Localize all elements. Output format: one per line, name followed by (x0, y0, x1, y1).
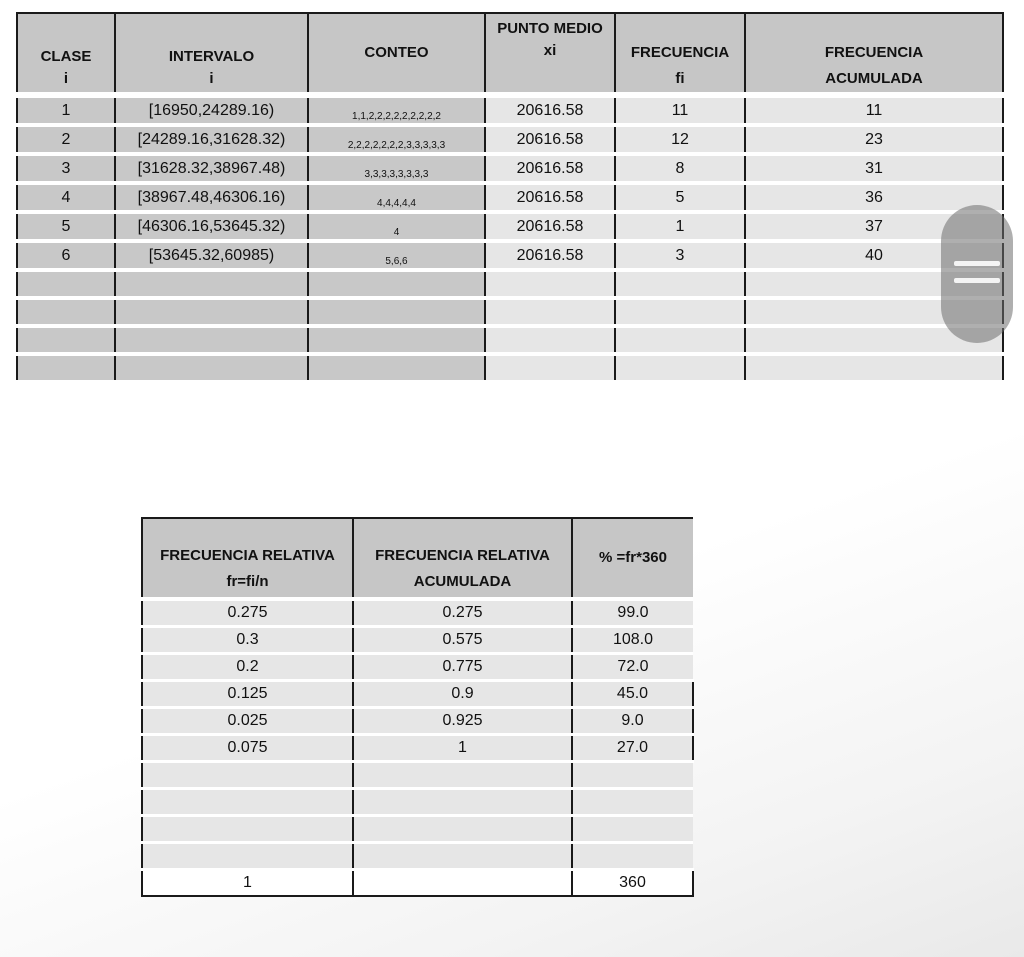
header-frecuencia-title: FRECUENCIA (630, 44, 730, 61)
header-fra-sub: ACUMULADA (413, 573, 512, 590)
empty-cell[interactable] (485, 270, 615, 298)
cell-fr[interactable]: 0.125 (142, 681, 353, 708)
header-fra-title: FRECUENCIA RELATIVA (375, 547, 550, 564)
table-row (17, 212, 1003, 241)
header-frecuencia-acumulada[interactable] (745, 13, 1003, 95)
header-intervalo-title: INTERVALO (168, 48, 255, 65)
cell-conteo[interactable]: 2,2,2,2,2,2,2,3,3,3,3,3 (308, 125, 485, 154)
empty-cell[interactable] (572, 843, 693, 870)
cell-acumulada[interactable]: 36 (745, 183, 1003, 212)
table-row (142, 708, 693, 735)
cell-intervalo[interactable]: [38967.48,46306.16) (115, 183, 308, 212)
cell-pct[interactable]: 45.0 (572, 681, 693, 708)
cell-frecuencia[interactable]: 12 (615, 125, 745, 154)
cell-fra[interactable]: 0.775 (353, 654, 572, 681)
empty-cell[interactable] (485, 354, 615, 382)
cell-pct[interactable]: 108.0 (572, 627, 693, 654)
cell-fra[interactable]: 0.275 (353, 599, 572, 627)
cell-fr[interactable]: 0.025 (142, 708, 353, 735)
cell-punto-medio[interactable]: 20616.58 (485, 125, 615, 154)
cell-acumulada[interactable]: 31 (745, 154, 1003, 183)
cell-punto-medio[interactable]: 20616.58 (485, 95, 615, 125)
cell-fr[interactable]: 0.2 (142, 654, 353, 681)
cell-intervalo[interactable]: [24289.16,31628.32) (115, 125, 308, 154)
cell-fr[interactable]: 0.275 (142, 599, 353, 627)
header-intervalo-sub: i (209, 70, 214, 87)
cell-acumulada[interactable]: 40 (745, 241, 1003, 270)
empty-row (17, 270, 1003, 298)
empty-cell[interactable] (17, 354, 115, 382)
cell-frecuencia[interactable]: 11 (615, 95, 745, 125)
cell-intervalo[interactable]: [53645.32,60985) (115, 241, 308, 270)
empty-row (142, 843, 693, 870)
empty-cell[interactable] (142, 762, 353, 789)
empty-cell[interactable] (353, 843, 572, 870)
header-clase[interactable] (17, 13, 115, 95)
empty-cell[interactable] (485, 298, 615, 326)
table-row (17, 125, 1003, 154)
table-row (17, 241, 1003, 270)
empty-row (142, 816, 693, 843)
total-fr[interactable]: 1 (142, 870, 353, 897)
empty-row (142, 789, 693, 816)
table-row (17, 95, 1003, 125)
frequency-table-header (17, 13, 1003, 95)
header-frecuencia-sub: fi (675, 70, 685, 87)
cell-frecuencia[interactable]: 1 (615, 212, 745, 241)
relative-frequency-table (141, 517, 694, 897)
empty-cell[interactable] (115, 326, 308, 354)
cell-conteo[interactable]: 4,4,4,4,4 (308, 183, 485, 212)
cell-frecuencia[interactable]: 3 (615, 241, 745, 270)
empty-cell[interactable] (353, 762, 572, 789)
drag-handle-icon (954, 261, 1000, 266)
cell-intervalo[interactable]: [46306.16,53645.32) (115, 212, 308, 241)
header-fr-title: FRECUENCIA RELATIVA (160, 547, 335, 564)
empty-cell[interactable] (615, 298, 745, 326)
empty-cell[interactable] (485, 326, 615, 354)
empty-cell[interactable] (17, 326, 115, 354)
empty-row (142, 762, 693, 789)
cell-frecuencia[interactable]: 5 (615, 183, 745, 212)
scroll-handle[interactable] (941, 205, 1013, 343)
cell-clase[interactable]: 2 (17, 125, 115, 154)
table-row (142, 681, 693, 708)
cell-fra[interactable]: 0.575 (353, 627, 572, 654)
header-conteo[interactable] (308, 13, 485, 95)
cell-intervalo[interactable]: [31628.32,38967.48) (115, 154, 308, 183)
header-punto-medio-title: PUNTO MEDIO (497, 20, 603, 37)
cell-acumulada[interactable]: 37 (745, 212, 1003, 241)
empty-cell[interactable] (142, 816, 353, 843)
cell-pct[interactable]: 27.0 (572, 735, 693, 762)
header-punto-medio[interactable] (485, 13, 615, 95)
cell-fra[interactable]: 1 (353, 735, 572, 762)
header-punto-medio-sub: xi (543, 42, 557, 59)
cell-clase[interactable]: 3 (17, 154, 115, 183)
empty-cell[interactable] (17, 270, 115, 298)
cell-punto-medio[interactable]: 20616.58 (485, 241, 615, 270)
header-frecuencia-relativa-acumulada[interactable] (353, 518, 572, 599)
cell-clase[interactable]: 1 (17, 95, 115, 125)
cell-fra[interactable]: 0.925 (353, 708, 572, 735)
empty-cell[interactable] (572, 816, 693, 843)
header-conteo-title: CONTEO (364, 44, 429, 61)
empty-cell[interactable] (572, 789, 693, 816)
table-row (142, 735, 693, 762)
cell-conteo[interactable]: 1,1,2,2,2,2,2,2,2,2,2 (308, 95, 485, 125)
empty-cell[interactable] (308, 326, 485, 354)
empty-row (17, 326, 1003, 354)
header-intervalo[interactable] (115, 13, 308, 95)
empty-cell[interactable] (115, 298, 308, 326)
header-clase-title: CLASE (40, 48, 92, 65)
empty-row (17, 354, 1003, 382)
table-row (17, 154, 1003, 183)
cell-acumulada[interactable]: 23 (745, 125, 1003, 154)
cell-clase[interactable]: 4 (17, 183, 115, 212)
empty-cell[interactable] (745, 354, 1003, 382)
empty-cell[interactable] (17, 298, 115, 326)
total-fra[interactable] (353, 870, 572, 897)
table-row (142, 627, 693, 654)
cell-acumulada[interactable]: 11 (745, 95, 1003, 125)
cell-conteo[interactable]: 5,6,6 (308, 241, 485, 270)
empty-cell[interactable] (308, 270, 485, 298)
empty-cell[interactable] (142, 789, 353, 816)
empty-cell[interactable] (353, 816, 572, 843)
cell-punto-medio[interactable]: 20616.58 (485, 212, 615, 241)
empty-cell[interactable] (615, 326, 745, 354)
header-pct-title: % =fr*360 (599, 549, 667, 566)
cell-clase[interactable]: 6 (17, 241, 115, 270)
total-pct[interactable]: 360 (572, 870, 693, 897)
header-clase-sub: i (63, 70, 69, 87)
header-acumulada-sub: ACUMULADA (825, 70, 923, 87)
cell-fr[interactable]: 0.3 (142, 627, 353, 654)
header-frecuencia-relativa[interactable] (142, 518, 353, 599)
header-acumulada-title: FRECUENCIA (824, 44, 924, 61)
cell-intervalo[interactable]: [16950,24289.16) (115, 95, 308, 125)
empty-cell[interactable] (572, 762, 693, 789)
drag-handle-icon (954, 278, 1000, 283)
header-porcentaje[interactable] (572, 518, 693, 599)
empty-row (17, 298, 1003, 326)
cell-fr[interactable]: 0.075 (142, 735, 353, 762)
cell-clase[interactable]: 5 (17, 212, 115, 241)
cell-punto-medio[interactable]: 20616.58 (485, 154, 615, 183)
totals-row (142, 870, 693, 897)
cell-conteo[interactable]: 3,3,3,3,3,3,3,3 (308, 154, 485, 183)
header-fr-sub: fr=fi/n (226, 573, 269, 590)
relative-table-header (142, 518, 693, 599)
table-row (142, 654, 693, 681)
empty-cell[interactable] (615, 354, 745, 382)
table-row (17, 183, 1003, 212)
empty-cell[interactable] (115, 354, 308, 382)
empty-cell[interactable] (353, 789, 572, 816)
table-row (142, 599, 693, 627)
empty-cell[interactable] (115, 270, 308, 298)
cell-fra[interactable]: 0.9 (353, 681, 572, 708)
cell-frecuencia[interactable]: 8 (615, 154, 745, 183)
cell-pct[interactable]: 9.0 (572, 708, 693, 735)
cell-pct[interactable]: 99.0 (572, 599, 693, 627)
empty-cell[interactable] (308, 354, 485, 382)
empty-cell[interactable] (142, 843, 353, 870)
frequency-table (16, 12, 1004, 384)
header-frecuencia[interactable] (615, 13, 745, 95)
cell-punto-medio[interactable]: 20616.58 (485, 183, 615, 212)
cell-conteo[interactable]: 4 (308, 212, 485, 241)
empty-cell[interactable] (308, 298, 485, 326)
empty-cell[interactable] (615, 270, 745, 298)
cell-pct[interactable]: 72.0 (572, 654, 693, 681)
